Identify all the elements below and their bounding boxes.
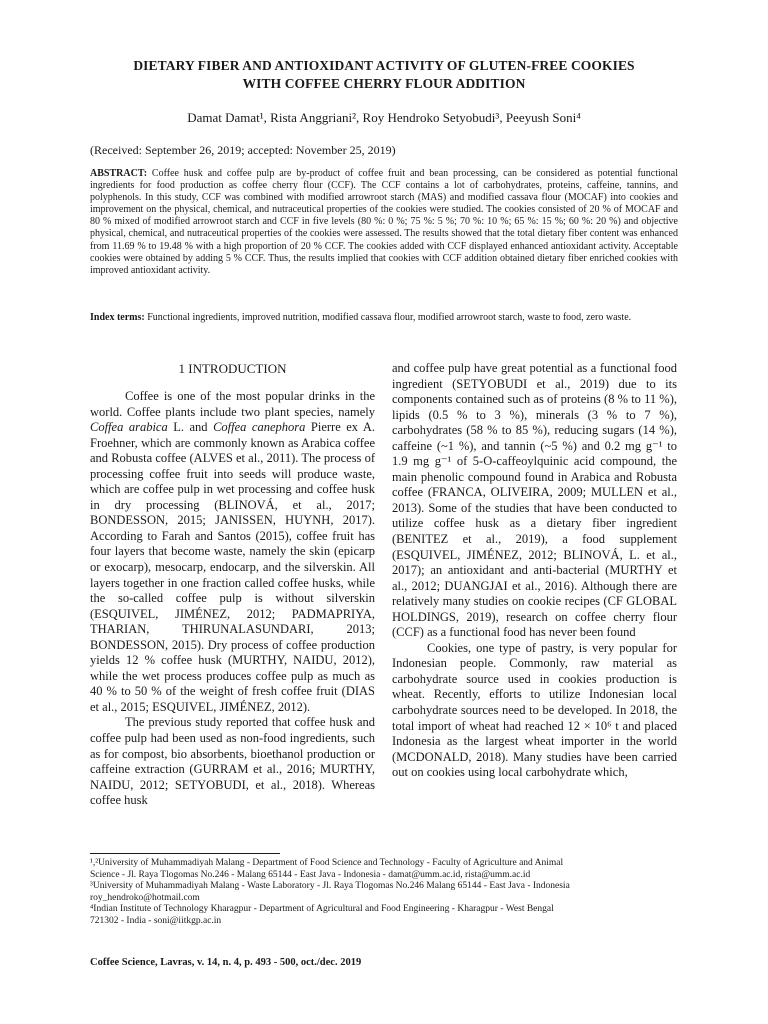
- section-heading: 1 INTRODUCTION: [178, 361, 287, 376]
- intro-paragraph-4: Cookies, one type of pastry, is very popular for Indonesian people. Commonly, raw material as carbohydrate source used in cookies production is wheat. Recently, efforts to utilize Indonesian local carbohydrate sources need to be developed. In 2018, the total import of wheat had reached 12 × 10⁶ t and placed Indonesia as the largest wheat importer in the world (MCDONALD, 2018). Many studies have been carried out on cookies using local carbohydrate which,: [392, 640, 677, 780]
- species-name-canephora: Coffea canephora: [213, 420, 306, 435]
- paper-title: [95, 57, 673, 93]
- intro-p1-text-b: L. and: [167, 420, 214, 435]
- index-terms-text: Functional ingredients, improved nutrition, modified cassava flour, modified arrowroot starch, waste to food, zero waste.: [144, 312, 632, 323]
- intro-paragraph-1: [90, 389, 375, 715]
- abstract-label: ABSTRACT:: [90, 168, 148, 179]
- species-name-arabica: Coffea arabica: [90, 420, 168, 435]
- footnote-line: roy_hendroko@hotmail.com: [90, 892, 200, 903]
- left-column: [90, 361, 375, 809]
- footnote-line: ¹,²University of Muhammadiyah Malang - Department of Food Science and Technology - Faculty of Agriculture and Animal: [90, 858, 564, 868]
- author-list: Damat Damat¹, Rista Anggriani², Roy Hendroko Setyobudi³, Peeyush Soni⁴: [187, 110, 581, 125]
- footnote-line: Science - Jl. Raya Tlogomas No.246 - Malang 65144 - East Java - Indonesia - damat@umm.ac.id, rista@umm.ac.id: [90, 869, 531, 880]
- right-column: [392, 361, 677, 781]
- index-terms-label: Index terms:: [90, 312, 145, 323]
- intro-p1-text-c: Pierre ex A. Froehner, which are commonly known as Arabica coffee and Robusta coffee (ALVES et al., 2011). The process of processing coffee fruit into seeds will produce waste, which are coffee pulp in wet processing and coffee husk in dry processing (BLINOVÁ, et al., 2017; BONDESSON, 2015; JANISSEN, HUYNH, 2017). According to Farah and Santos (2015), coffee fruit has four layers that become waste, namely the skin (epicarp or exocarp), mesocarp, endocarp, and the silverskin. All layers together in one fraction called coffee husks, while the so-called coffee pulp is without silverskin (ESQUIVEL, JIMÉNEZ, 2012; PADMAPRIYA, THARIAN, THIRUNALASUNDARI, 2013; BONDESSON, 2015). Dry process of coffee production yields 12 % coffee husk (MURTHY, NAIDU, 2012), while the wet process produces coffee pulp as much as 40 % to 50 % of the weight of fresh coffee fruit (DIAS et al., 2015; ESQUIVEL, JIMÉNEZ, 2012).: [90, 420, 376, 714]
- footnote-divider: [90, 853, 280, 854]
- footnote-line: ³University of Muhammadiyah Malang - Waste Laboratory - Jl. Raya Tlogomas No.246 Malang 65144 - East Java - Indonesia: [90, 881, 570, 891]
- intro-paragraph-2: The previous study reported that coffee husk and coffee pulp had been used as non-food ingredients, such as for compost, bio absorbents, bioethanol production or caffeine extraction (GURRAM et al., 2016; MURTHY, NAIDU, 2012; SETYOBUDI, et al., 2018). Whereas coffee husk: [90, 715, 375, 808]
- footnote-line: ⁴Indian Institute of Technology Kharagpur - Department of Agricultural and Food Engineering - Kharagpur - West Bengal: [90, 904, 554, 914]
- journal-citation: Coffee Science, Lavras, v. 14, n. 4, p. 493 - 500, oct./dec. 2019: [90, 957, 362, 968]
- title-line-1: DIETARY FIBER AND ANTIOXIDANT ACTIVITY OF GLUTEN-FREE COOKIES: [133, 58, 635, 73]
- intro-paragraph-3: and coffee pulp have great potential as a functional food ingredient (SETYOBUDI et al., 2019) due to its components contained such as of proteins (8 % to 11 %), lipids (0.5 % to 3 %), minerals (3 % to 7 %), carbohydrates (58 % to 85 %), reducing sugars (14 %), caffeine (~1 %), and tannin (~5 %) and 0.2 mg g⁻¹ to 1.9 mg g⁻¹ of 5-O-caffeoylquinic acid compound, the main phenolic compound found in Arabica and Robusta coffee (FRANCA, OLIVEIRA, 2009; MULLEN et al., 2013). Some of the studies that have been conducted to utilize coffee husk as a dietary fiber ingredient (BENITEZ et al., 2019), a food supplement (ESQUIVEL, JIMÉNEZ, 2012; BLINOVÁ, L. et al., 2017); an antioxidant and anti-bacterial (MURTHY et al., 2012; DUANGJAI et al., 2016). Although there are relatively many studies on cookie recipes (CF GLOBAL HOLDINGS, 2019), research on coffee cherry flour (CCF) as a functional food has never been found: [392, 361, 677, 640]
- author-affiliations: [90, 858, 680, 927]
- abstract-text: Coffee husk and coffee pulp are by-product of coffee fruit and bean processing, can be considered as potential functional ingredients for food production as coffee cherry flour (CCF). The CCF contains a lot of carbohydrates, proteins, caffeine, tannins, and polyphenols. In this study, CCF was combined with modified arrowroot starch (MAS) and modified cassava flour (MOCAF) into cookies and improvement on the physical, chemical, and nutraceutical properties of the cookies were studied. The cookies consisted of 20 % of MOCAF and 80 % mixed of modified arrowroot starch and CCF in five levels (80 %: 0 %; 75 %: 5 %; 70 %: 10 %; 65 %: 15 %; 60 %: 20 %) and objective physical, chemical, and nutraceutical properties of the cookies were assessed. The results showed that the total dietary fiber content was enhanced from 11.69 % to 19.48 % with a high proportion of 20 % CCF. The cookies added with CCF displayed enhanced antioxidant activity. Acceptable cookies were obtained by adding 5 % CCF. Thus, the results implied that cookies with CCF addition obtained dietary fiber enriched cookies with improved antioxidant activity.: [90, 168, 678, 276]
- received-dates: (Received: September 26, 2019; accepted: November 25, 2019): [90, 143, 396, 157]
- index-terms: [90, 311, 678, 324]
- title-line-2: WITH COFFEE CHERRY FLOUR ADDITION: [242, 76, 526, 91]
- intro-p1-text-a: Coffee is one of the most popular drinks in the world. Coffee plants include two plant species, namely: [90, 389, 375, 419]
- abstract: [90, 168, 678, 277]
- footnote-line: 721302 - India - soni@iitkgp.ac.in: [90, 915, 222, 926]
